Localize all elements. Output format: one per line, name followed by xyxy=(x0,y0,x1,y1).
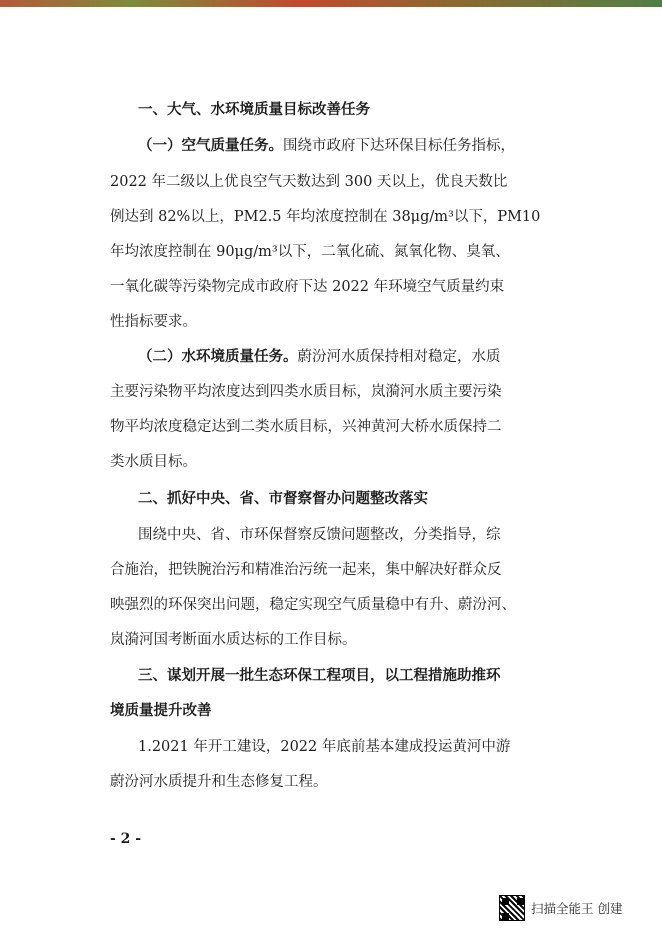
watermark-text: 扫描全能王 创建 xyxy=(531,901,623,916)
scanner-watermark xyxy=(499,895,622,921)
para-2-line-3: 物平均浓度稳定达到二类水质目标，兴神黄河大桥水质保持二 xyxy=(110,419,502,435)
para-4-line-2: 蔚汾河水质提升和生态修复工程。 xyxy=(110,774,328,790)
para-1-line-3: 例达到 82%以上，PM2.5 年均浓度控制在 38μg/m³以下，PM10 xyxy=(110,209,541,225)
para-1-line-2: 2022 年二级以上优良空气天数达到 300 天以上，优良天数比 xyxy=(110,174,508,190)
section-2-heading: 二、抓好中央、省、市督察督办问题整改落实 xyxy=(138,490,428,507)
para-3-line-1: 围绕中央、省、市环保督察反馈问题整改，分类指导，综 xyxy=(138,527,501,543)
page-number: - 2 - xyxy=(110,831,142,847)
para-2-line-1-rest: 蔚汾河水质保持相对稳定，水质 xyxy=(297,349,501,365)
section-3-heading-line-2: 境质量提升改善 xyxy=(110,702,212,719)
section-1-heading: 一、大气、水环境质量目标改善任务 xyxy=(138,101,370,118)
para-3-line-2: 合施治，把铁腕治污和精准治污统一起来，集中解决好群众反 xyxy=(110,562,502,578)
para-1-line-4: 年均浓度控制在 90μg/m³以下，二氧化硫、氮氧化物、臭氧、 xyxy=(110,244,510,260)
qr-code-icon xyxy=(499,895,525,921)
scan-top-border xyxy=(0,0,662,7)
para-1-line-1-rest: 围绕市政府下达环保目标任务指标， xyxy=(283,138,515,154)
para-1-line-1 xyxy=(138,136,588,156)
section-3-heading-line-1: 三、谋划开展一批生态环保工程项目，以工程措施助推环 xyxy=(138,667,501,684)
para-2-line-4: 类水质目标。 xyxy=(110,454,197,470)
para-2-line-1 xyxy=(138,347,588,367)
para-4-line-1: 1.2021 年开工建设，2022 年底前基本建成投运黄河中游 xyxy=(138,739,511,755)
para-3-line-4: 岚漪河国考断面水质达标的工作目标。 xyxy=(110,632,357,648)
para-1-line-5: 一氧化碳等污染物完成市政府下达 2022 年环境空气质量约束 xyxy=(110,279,505,295)
para-1-lead: （一）空气质量任务。 xyxy=(138,137,283,154)
para-3-line-3: 映强烈的环保突出问题，稳定实现空气质量稳中有升、蔚汾河、 xyxy=(110,597,516,613)
para-2-line-2: 主要污染物平均浓度达到四类水质目标，岚漪河水质主要污染 xyxy=(110,384,502,400)
para-2-lead: （二）水环境质量任务。 xyxy=(138,348,298,365)
para-1-line-6: 性指标要求。 xyxy=(110,314,197,330)
